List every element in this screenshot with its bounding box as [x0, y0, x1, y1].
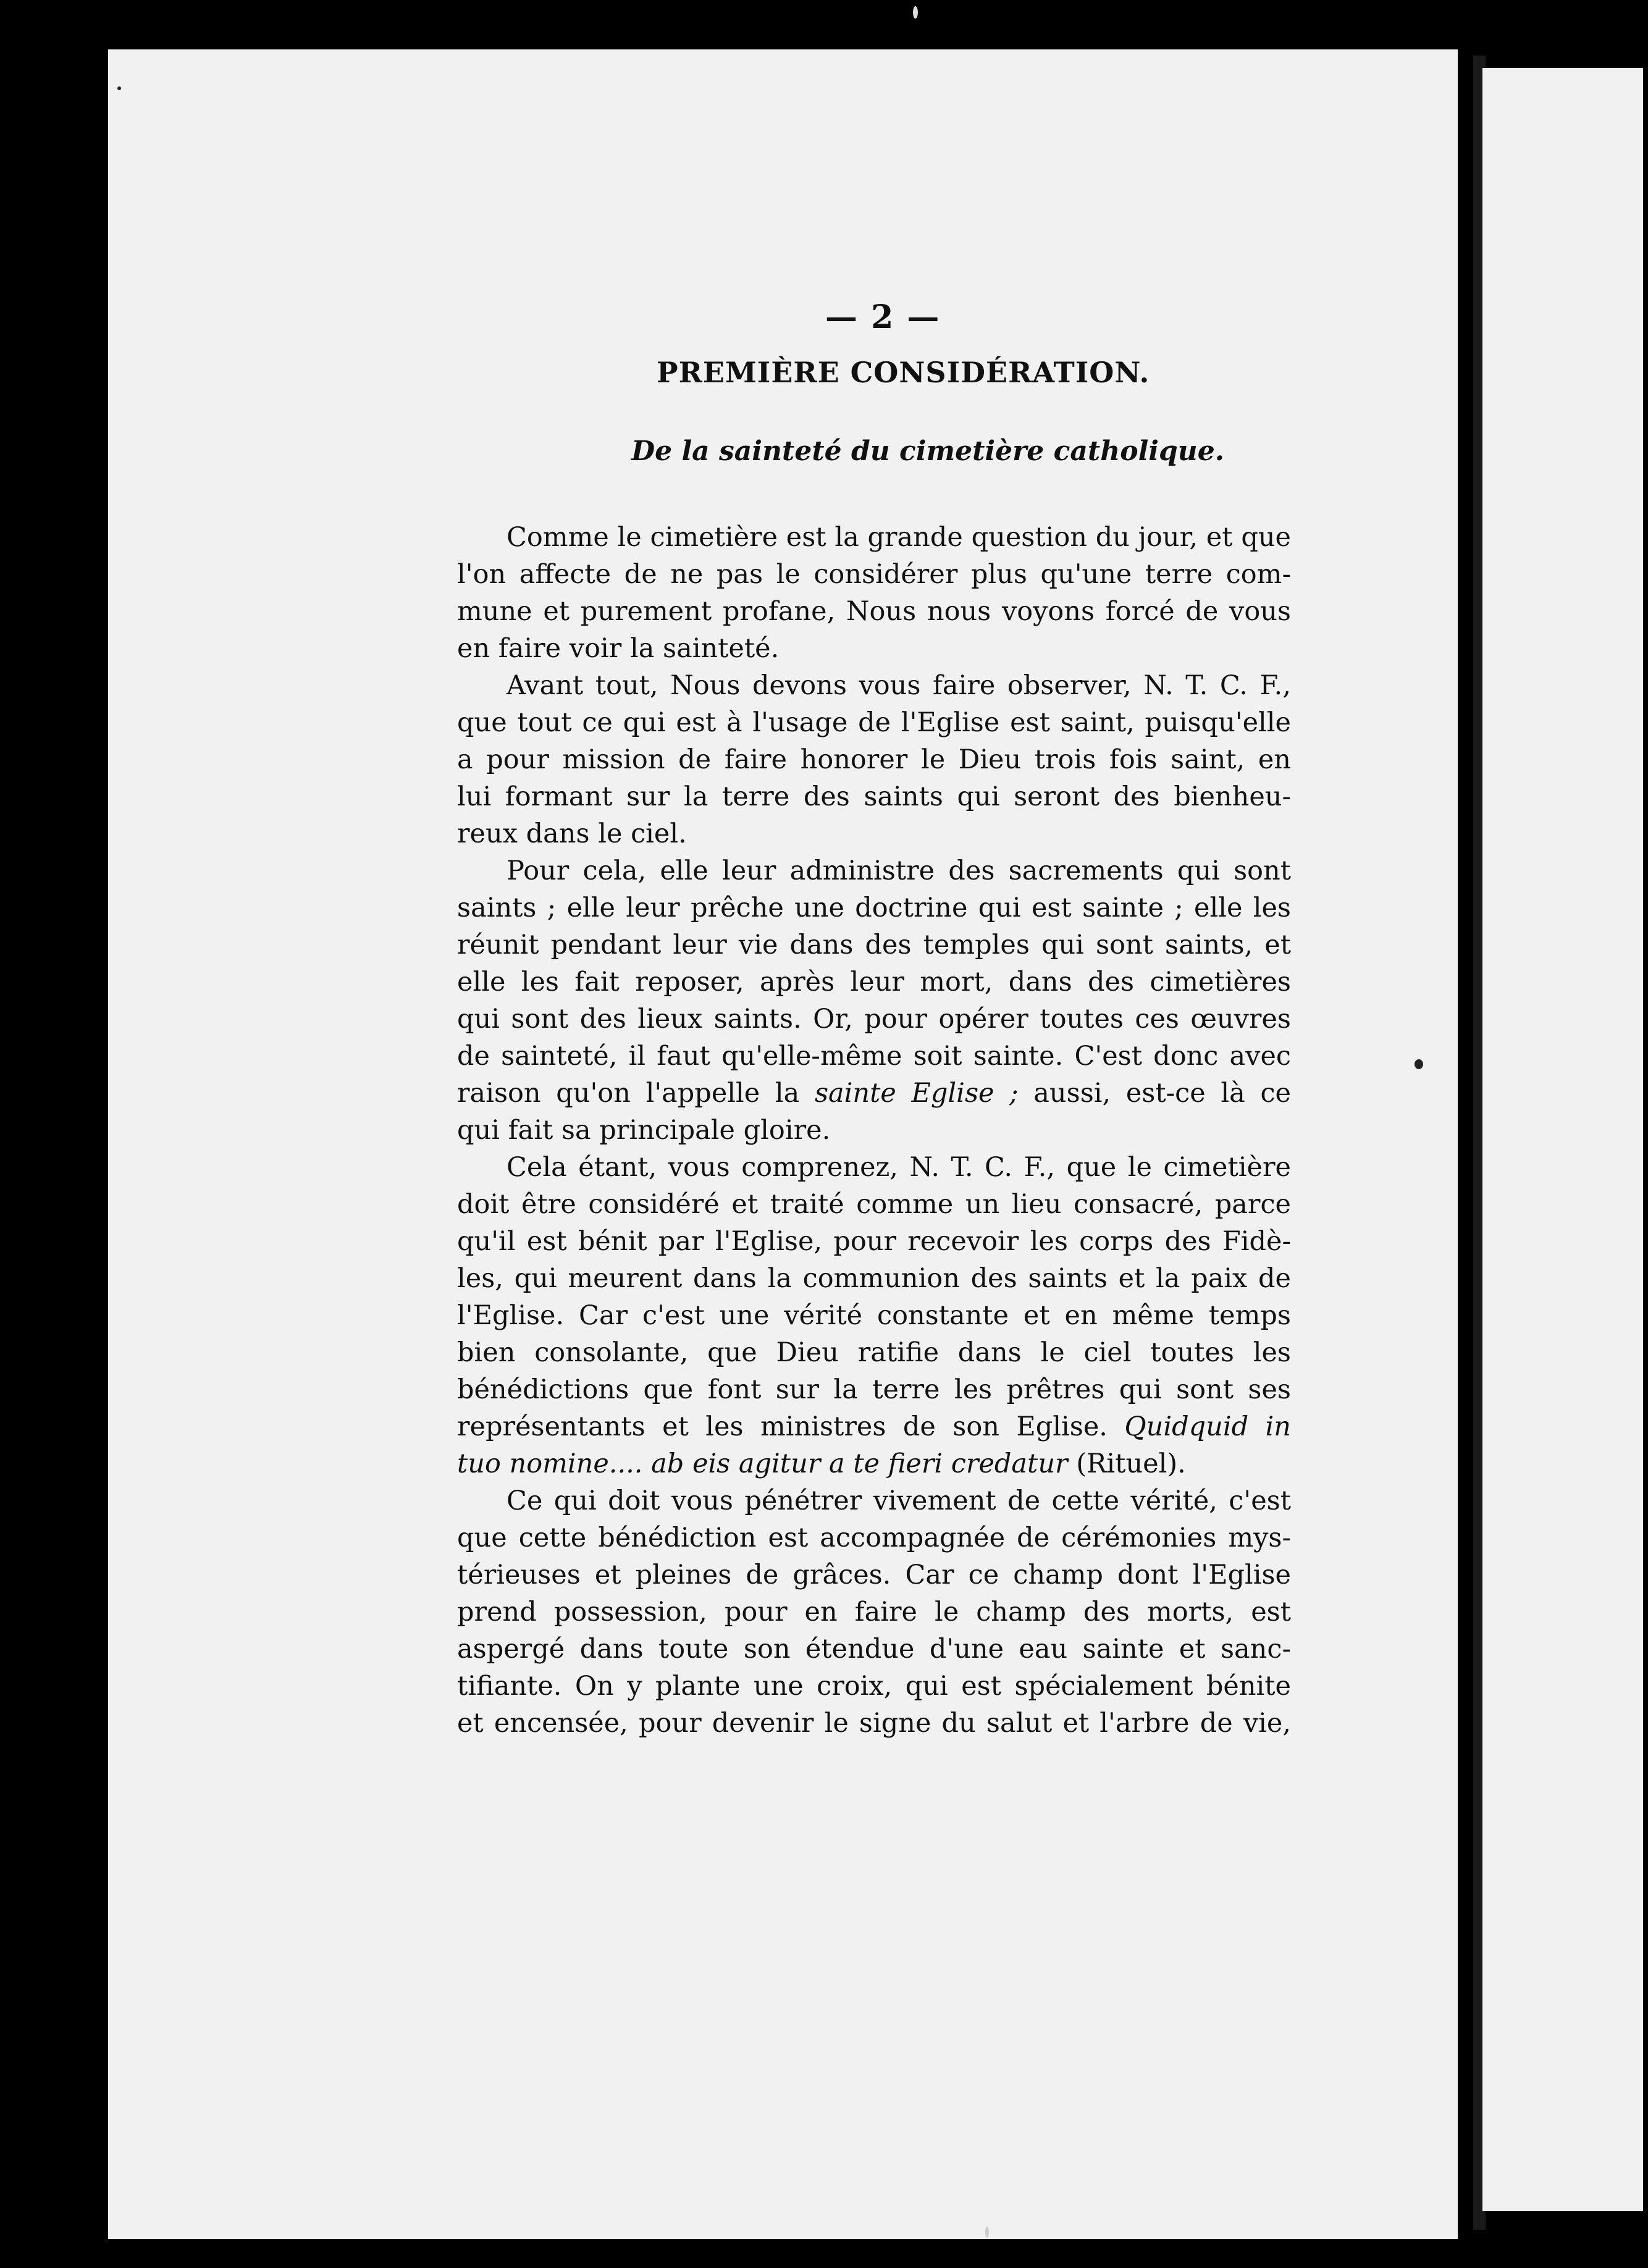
latin-quote: tuo nomine.... ab eis agitur a te fieri credatur [457, 1448, 1068, 1479]
text-line [457, 1445, 1291, 1482]
text-line: térieuses et pleines de grâces. Car ce champ dont l'Eglise [457, 1560, 1291, 1590]
text-line: en faire voir la sainteté. [457, 633, 780, 664]
text-line: Ce qui doit vous pénétrer vivement de cette vérité, c'est [507, 1485, 1291, 1516]
text-line: qui fait sa principale gloire. [457, 1115, 831, 1146]
text-line: mune et purement profane, Nous nous voyons forcé de vous [457, 596, 1291, 627]
text-line: l'on affecte de ne pas le considérer plus qu'une terre com- [457, 559, 1291, 590]
text-line: doit être considéré et traité comme un lieu consacré, parce [457, 1189, 1291, 1220]
text-line: Pour cela, elle leur administre des sacrements qui sont [507, 855, 1291, 886]
text-run: raison qu'on l'appelle la [457, 1078, 815, 1109]
page-number: — 2 — [825, 298, 941, 336]
text-line: réunit pendant leur vie dans des temples qui sont saints, et [457, 930, 1291, 960]
text-line: lui formant sur la terre des saints qui seront des bienheu- [457, 781, 1291, 812]
text-line: Cela étant, vous comprenez, N. T. C. F., que le cimetière [507, 1152, 1291, 1183]
scan-speck [913, 6, 918, 19]
text-line: prend possession, pour en faire le champ des morts, est [457, 1597, 1291, 1628]
text-line: les, qui meurent dans la communion des saints et la paix de [457, 1263, 1291, 1294]
text-line: que tout ce qui est à l'usage de l'Eglise est saint, puisqu'elle [457, 707, 1291, 738]
text-line: reux dans le ciel. [457, 818, 687, 849]
text-line [457, 1075, 1291, 1112]
scan-speck [1415, 1059, 1423, 1069]
italic-phrase: sainte Eglise ; [814, 1078, 1019, 1109]
text-line: que cette bénédiction est accompagnée de cérémonies mys- [457, 1522, 1291, 1553]
adjacent-page [1482, 68, 1643, 2211]
section-heading: PREMIÈRE CONSIDÉRATION. [657, 356, 1150, 389]
text-line: l'Eglise. Car c'est une vérité constante et en même temps [457, 1300, 1291, 1331]
section-subheading: De la sainteté du cimetière catholique. [631, 435, 1225, 467]
text-line: qu'il est bénit par l'Eglise, pour recevoir les corps des Fidè- [457, 1226, 1291, 1257]
scan-speck [985, 2227, 989, 2238]
text-line: et encensée, pour devenir le signe du salut et l'arbre de vie, [457, 1708, 1291, 1739]
text-line: saints ; elle leur prêche une doctrine qui est sainte ; elle les [457, 892, 1291, 923]
text-line: tifiante. On y plante une croix, qui est spécialement bénite [457, 1671, 1291, 1702]
text-run: représentants et les ministres de son Eglise. [457, 1411, 1125, 1442]
scan-speck [117, 86, 121, 90]
text-line: qui sont des lieux saints. Or, pour opérer toutes ces œuvres [457, 1004, 1291, 1035]
text-line: de sainteté, il faut qu'elle-même soit sainte. C'est donc avec [457, 1041, 1291, 1072]
citation: (Rituel). [1067, 1448, 1186, 1479]
text-run: aussi, est-ce là ce [1018, 1078, 1291, 1109]
latin-quote: Quidquid in [1124, 1411, 1291, 1442]
text-line: bien consolante, que Dieu ratifie dans le ciel toutes les [457, 1337, 1291, 1368]
text-line [457, 1408, 1291, 1445]
text-line: aspergé dans toute son étendue d'une eau sainte et sanc- [457, 1634, 1291, 1665]
text-line: Comme le cimetière est la grande question du jour, et que [507, 522, 1291, 553]
text-line: Avant tout, Nous devons vous faire observer, N. T. C. F., [507, 670, 1291, 701]
text-line: elle les fait reposer, après leur mort, dans des cimetières [457, 967, 1291, 998]
text-line: a pour mission de faire honorer le Dieu trois fois saint, en [457, 744, 1291, 775]
text-line: bénédictions que font sur la terre les prêtres qui sont ses [457, 1374, 1291, 1405]
